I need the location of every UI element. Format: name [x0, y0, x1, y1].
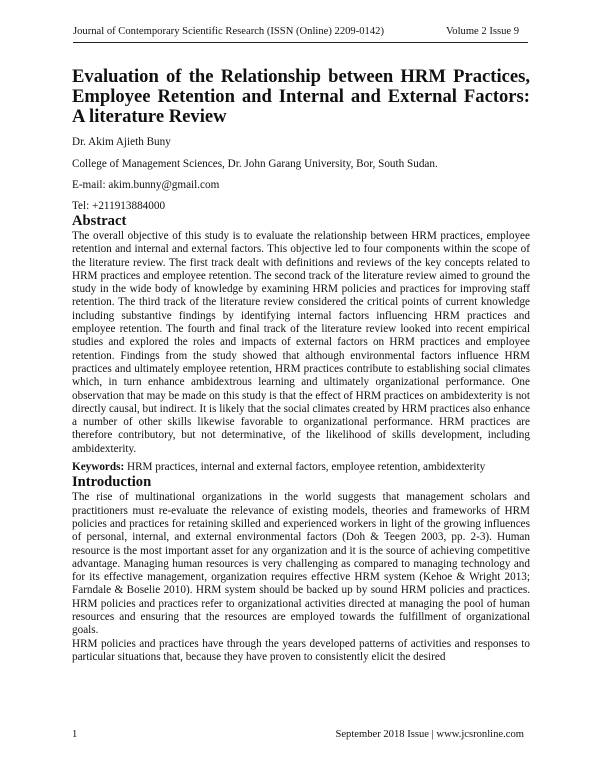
introduction-paragraph-2: HRM policies and practices have through the years developed patterns of activities and responses to particular situations that, because they have proven to consistently elicit the desired: [72, 637, 530, 663]
author-email: E-mail: akim.bunny@gmail.com: [72, 179, 220, 191]
journal-name: Journal of Contemporary Scientific Research (ISSN (Online) 2209-0142): [73, 26, 384, 37]
footer-issue-website: September 2018 Issue | www.jcsronline.com: [335, 729, 524, 740]
author-name: Dr. Akim Ajieth Buny: [72, 136, 171, 148]
page-number: 1: [72, 729, 78, 740]
keywords-text: HRM practices, internal and external factors, employee retention, ambidexterity: [124, 461, 486, 474]
keywords-line: [72, 461, 530, 474]
abstract-heading: Abstract: [72, 213, 127, 229]
volume-issue: Volume 2 Issue 9: [446, 26, 520, 37]
author-affiliation: College of Management Sciences, Dr. John Garang University, Bor, South Sudan.: [72, 158, 438, 170]
introduction-heading: Introduction: [72, 474, 152, 491]
keywords-label: Keywords:: [72, 461, 125, 474]
author-phone: Tel: +211913884000: [72, 200, 166, 212]
article-title: Evaluation of the Relationship between HRM Practices, Employee Retention and Internal and External Factors: A literature Review: [72, 66, 530, 127]
article-content: [72, 67, 530, 664]
abstract-text: The overall objective of this study is to evaluate the relationship between HRM practices, employee retention and internal and external factors. This objective led to four components within the scope of the literature review. The first track dealt with definitions and reviews of the key concepts related to HRM practices and employee retention. The second track of the literature review aimed to ground the study in the wide body of knowledge by examining HRM policies and practices for improving staff retention. The third track of the literature review considered the critical points of current knowledge including substantive findings by identifying internal factors influencing HRM practices and employee retention. The fourth and final track of the literature review looked into recent empirical studies and explored the roles and impacts of external factors on HRM practices and employee retention. Findings from the study showed that although environmental factors influence HRM practices and ultimately employee retention, HRM practices contribute to establishing social climates which, in turn enhance ambidextrous learning and ultimately organizational performance. One observation that may be made on this study is that the effect of HRM practices on ambidexterity is not directly causal, but indirect. It is likely that the social climates created by HRM practices also enhance a number of other skills likewise favorable to organizational performance. HRM practices are therefore contributory, but not determinative, of the likelihood of skills development, including ambidexterity.: [72, 230, 530, 455]
running-header: [73, 26, 528, 43]
introduction-paragraph-1: The rise of multinational organizations in the world suggests that management scholars and practitioners must re-evaluate the relevance of existing models, theories and frameworks of HRM policies and practices for retaining skilled and experienced workers in light of the growing influences of personal, internal, and external environmental factors (Doh & Teegen 2003, pp. 2-3). Human resource is the most important asset for any organization and it is the source of achieving competitive advantage. Managing human resources is very challenging as compared to managing technology and for its effective management, organization requires effective HRM system (Kehoe & Wright 2013; Farndale & Boselie 2010). HRM system should be backed up by sound HRM policies and practices. HRM policies and practices refer to organizational activities directed at managing the pool of human resources and ensuring that the resources are employed towards the fulfillment of organizational goals.: [72, 491, 530, 637]
